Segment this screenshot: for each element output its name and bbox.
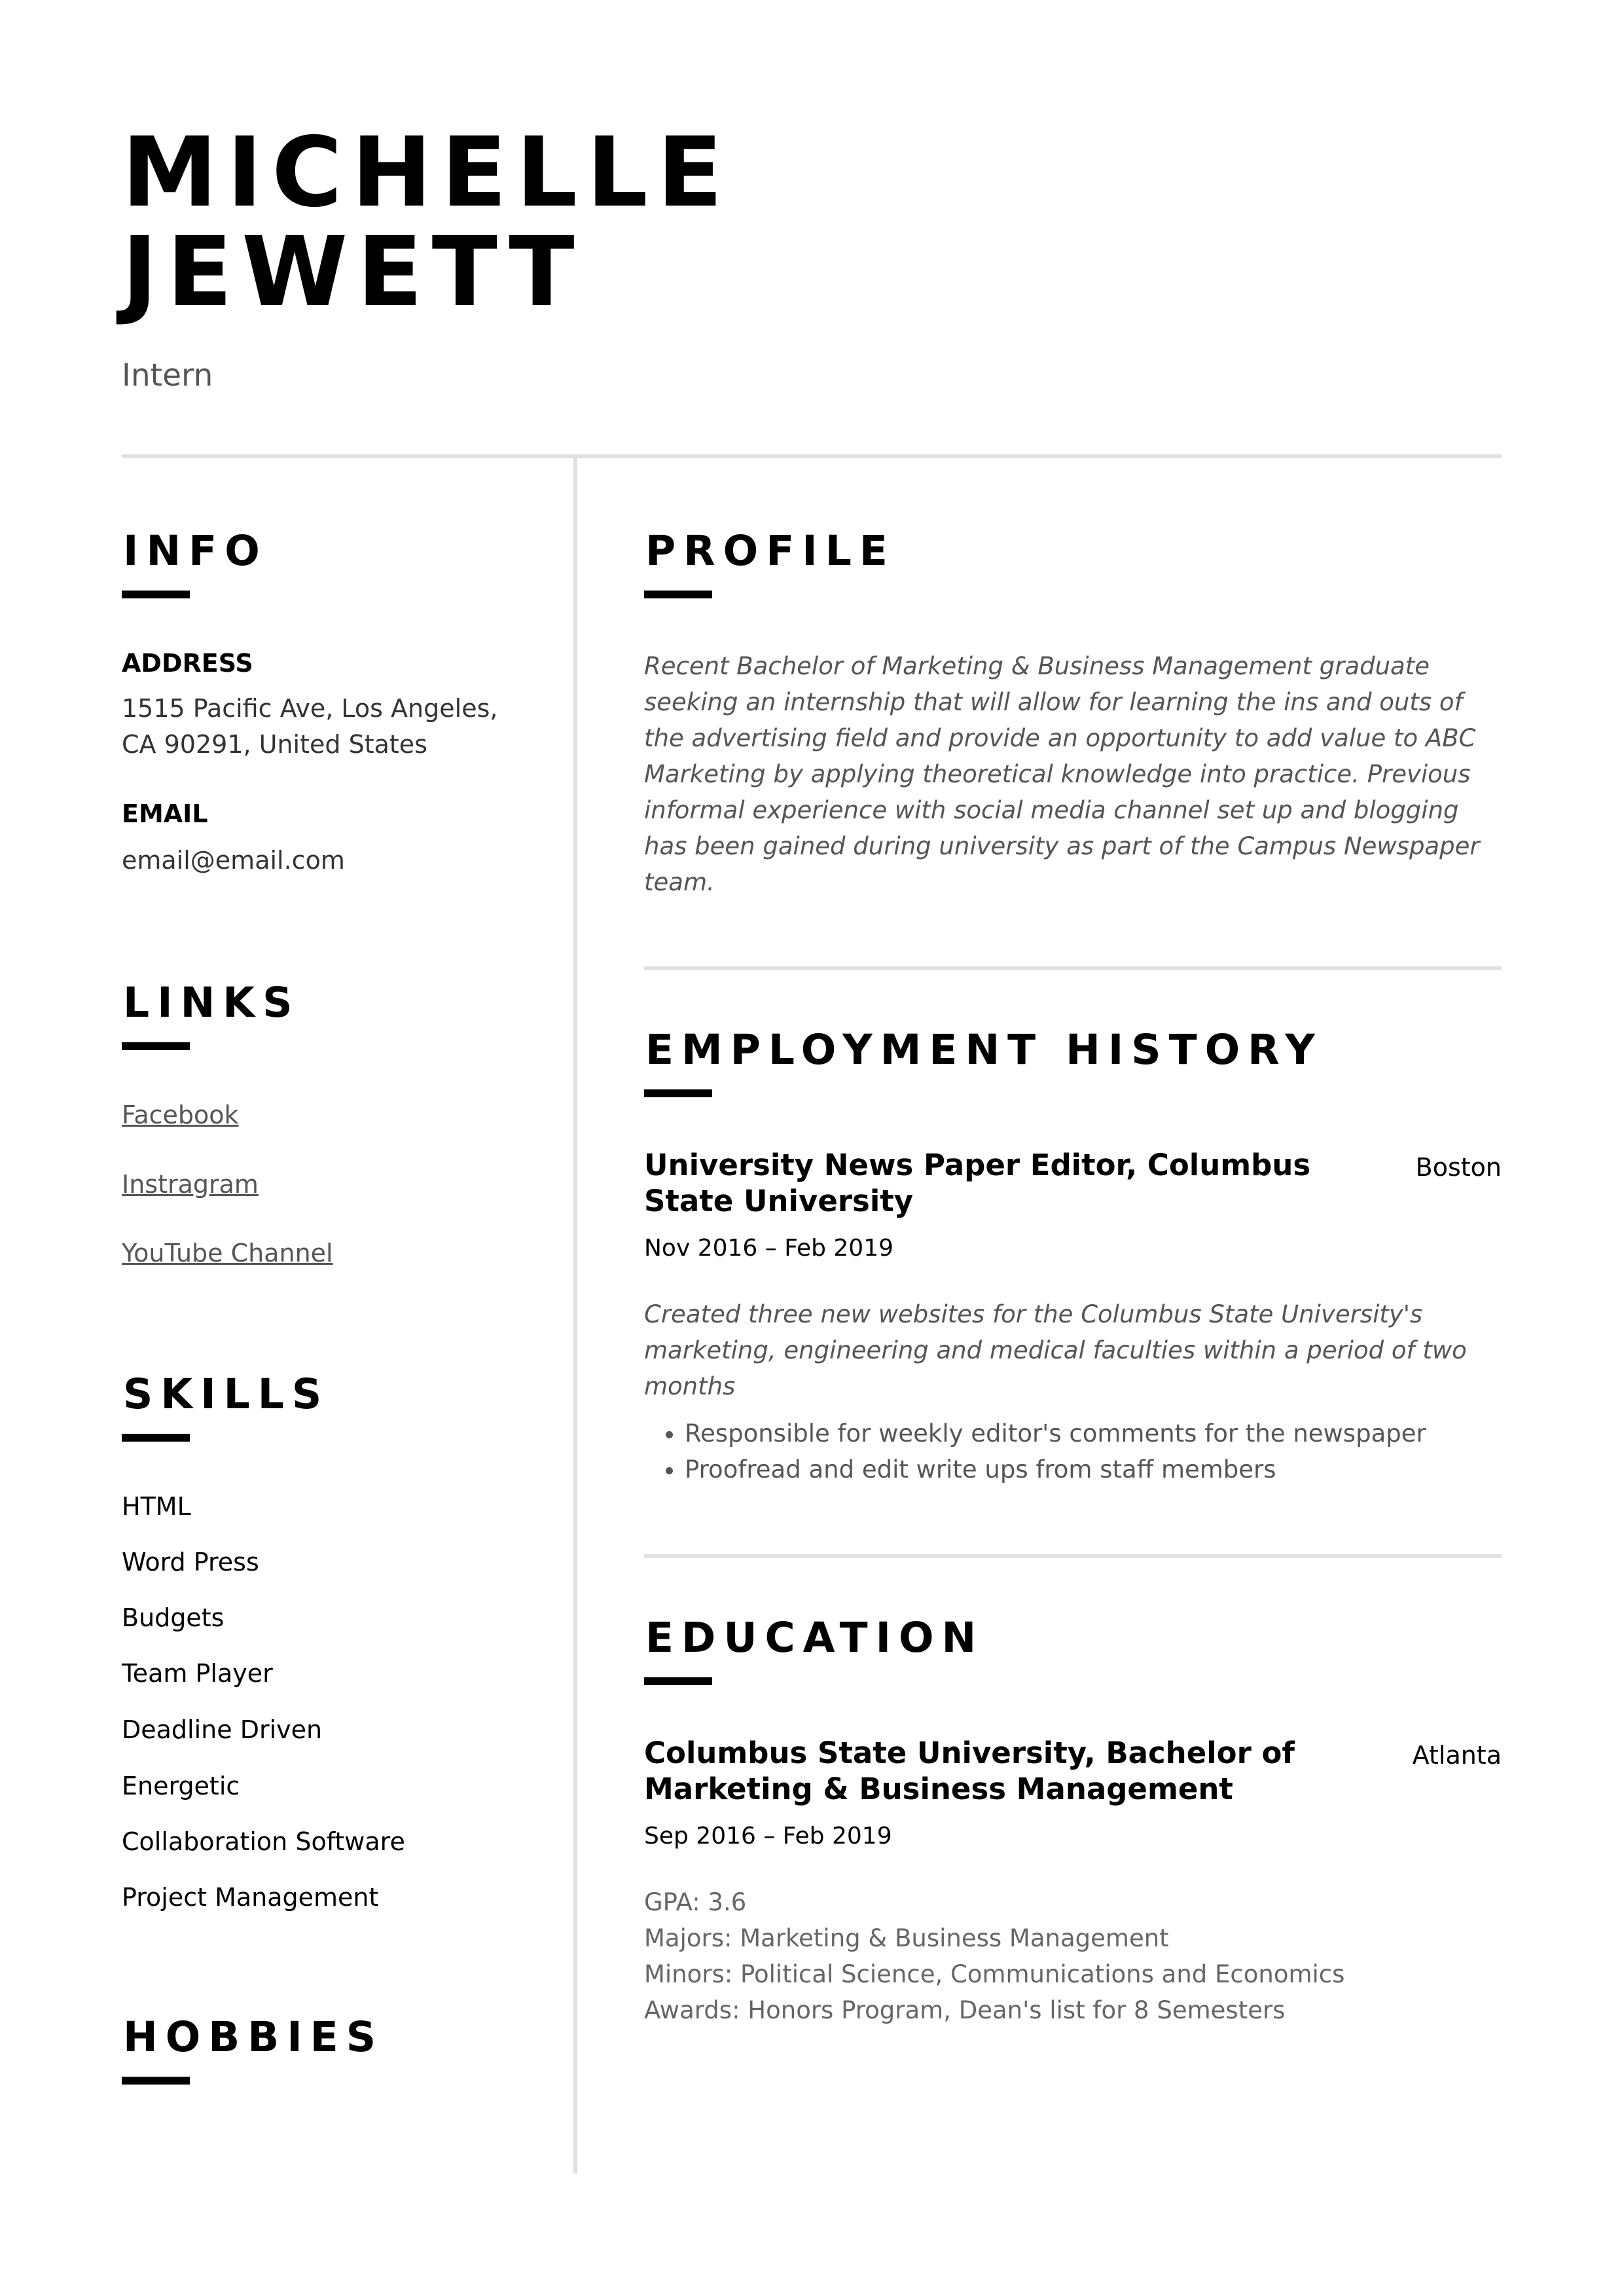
name-first: MICHELLE: [122, 117, 732, 228]
candidate-name: [122, 117, 732, 328]
education-majors: Majors: Marketing & Business Management: [644, 1924, 1169, 1952]
job-title: Intern: [122, 357, 213, 393]
link-youtube[interactable]: YouTube Channel: [122, 1239, 333, 1267]
profile-underline: [644, 591, 712, 598]
skill-item: Deadline Driven: [122, 1715, 323, 1744]
skill-item: HTML: [122, 1492, 191, 1521]
education-entry-location: Atlanta: [1412, 1741, 1502, 1770]
info-underline: [122, 591, 190, 598]
employment-entry-bullets: [644, 1415, 1426, 1487]
link-facebook[interactable]: Facebook: [122, 1101, 239, 1129]
profile-heading: PROFILE: [645, 527, 895, 575]
skills-heading: SKILLS: [123, 1370, 330, 1418]
column-divider: [573, 458, 577, 2174]
email-label: EMAIL: [122, 799, 208, 828]
links-heading: LINKS: [123, 979, 300, 1027]
skill-item: Team Player: [122, 1659, 273, 1688]
skill-item: Budgets: [122, 1603, 225, 1632]
skill-item: Project Management: [122, 1883, 379, 1912]
bullet-item: • Responsible for weekly editor's comments for the newspaper: [685, 1415, 1426, 1451]
employment-underline: [644, 1089, 712, 1097]
profile-summary: Recent Bachelor of Marketing & Business Management graduate seeking an internship that will allow for learning the ins and outs of the advertising field and provide an opportunity to add value to ABC Marketing by applying theoretical knowledge into practice. Previous informal experience with social media channel set up and blogging has been gained during university as part of the Campus Newspaper team.: [644, 652, 1480, 896]
employment-entry-location: Boston: [1415, 1153, 1502, 1182]
employment-entry-dates: Nov 2016 – Feb 2019: [644, 1235, 894, 1262]
hobbies-heading: HOBBIES: [123, 2013, 384, 2061]
education-entry-title: Columbus State University, Bachelor of Marketing & Business Management: [644, 1736, 1295, 1806]
education-entry-dates: Sep 2016 – Feb 2019: [644, 1823, 892, 1850]
links-underline: [122, 1042, 190, 1050]
section-divider: [644, 966, 1502, 970]
skill-item: Word Press: [122, 1548, 259, 1576]
employment-entry-description: Created three new websites for the Columbus State University's marketing, engineering and medical faculties within a period of two months: [644, 1300, 1467, 1400]
header-divider: [122, 454, 1502, 458]
address-label: ADDRESS: [122, 649, 253, 678]
skill-item: Energetic: [122, 1772, 240, 1800]
education-gpa: GPA: 3.6: [644, 1888, 747, 1916]
employment-heading: EMPLOYMENT HISTORY: [645, 1026, 1323, 1074]
employment-entry-title: University News Paper Editor, Columbus State University: [644, 1148, 1311, 1218]
education-awards: Awards: Honors Program, Dean's list for 8 Semesters: [644, 1996, 1286, 2024]
hobbies-underline: [122, 2077, 190, 2085]
education-underline: [644, 1677, 712, 1685]
info-heading: INFO: [123, 527, 268, 575]
skills-underline: [122, 1434, 190, 1442]
section-divider: [644, 1554, 1502, 1558]
bullet-item: • Proofread and edit write ups from staff members: [685, 1451, 1426, 1487]
name-last: JEWETT: [122, 216, 584, 328]
email-value: email@email.com: [122, 846, 345, 875]
education-heading: EDUCATION: [645, 1614, 984, 1662]
address-line-2: CA 90291, United States: [122, 730, 427, 759]
education-minors: Minors: Political Science, Communications and Economics: [644, 1960, 1345, 1988]
link-instagram[interactable]: Instragram: [122, 1170, 259, 1199]
skill-item: Collaboration Software: [122, 1827, 405, 1856]
address-line-1: 1515 Pacific Ave, Los Angeles,: [122, 694, 498, 723]
